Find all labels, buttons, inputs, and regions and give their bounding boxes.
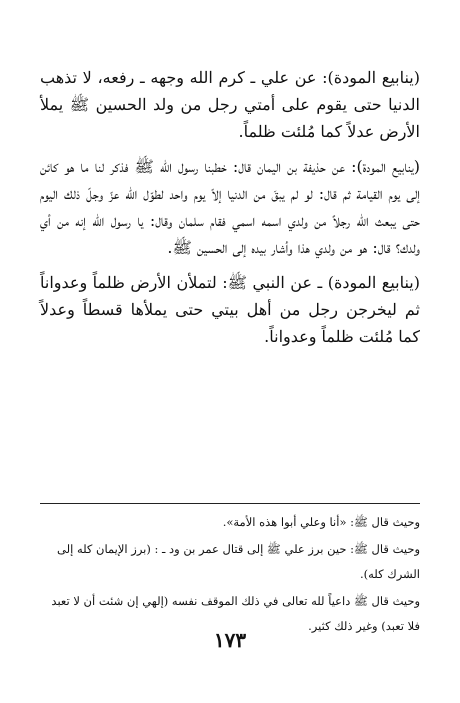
paragraph-3: (ينابيع المودة) ـ عن النبي ﷺ: لتملأن الأرض ظلماً وعدواناً ثم ليخرجن رجل من أهل بيتي حتى يملأها قسطاً وعدلاً كما مُلئت ظلماً وعدواناً.: [40, 273, 420, 346]
footnote-divider: [40, 503, 420, 504]
footnote-3: وحيث قال ﷺ داعياً لله تعالى في ذلك الموقف نفسه (إلهي إن شئت أن لا تعبد فلا تعبد) وغير ذلك كثير.: [51, 594, 420, 633]
footnotes: [40, 510, 420, 641]
paragraph-1: (ينابيع المودة): عن علي ـ كرم الله وجهه ـ رفعه، لا تذهب الدنيا حتى يقوم على أمتي رجل من ولد الحسين ﷺ يملأ الأرض عدلاً كما مُلئت ظلماً.: [40, 68, 420, 141]
main-text: [40, 64, 420, 358]
paragraph-2: (ينابيع المودة): عن حذيفة بن اليمان قال: خطبنا رسول الله ﷺ فذكر لنا ما هو كائن إلى يوم القيامة ثم قال: لو لم يبقَ من الدنيا إلاّ يوم واحد لطوّل الله عزّ وجلّ ذلك اليوم حتى يبعث الله رجلاً من ولدي اسمه اسمي فقام سلمان وقال: يا رسول الله إنه من أي ولدك؟ قال: هو من ولدي هذا وأشار بيده إلى الحسين ﷺ.: [40, 157, 420, 257]
page-number: ١٧٣: [213, 628, 247, 652]
footnote-1: وحيث قال ﷺ: «أنا وعلي أبوا هذه الأمة».: [222, 515, 420, 529]
footnote-2: وحيث قال ﷺ: حين برز علي ﷺ إلى قتال عمر بن ود ـ : (برز الإيمان كله إلى الشرك كله).: [57, 542, 420, 581]
